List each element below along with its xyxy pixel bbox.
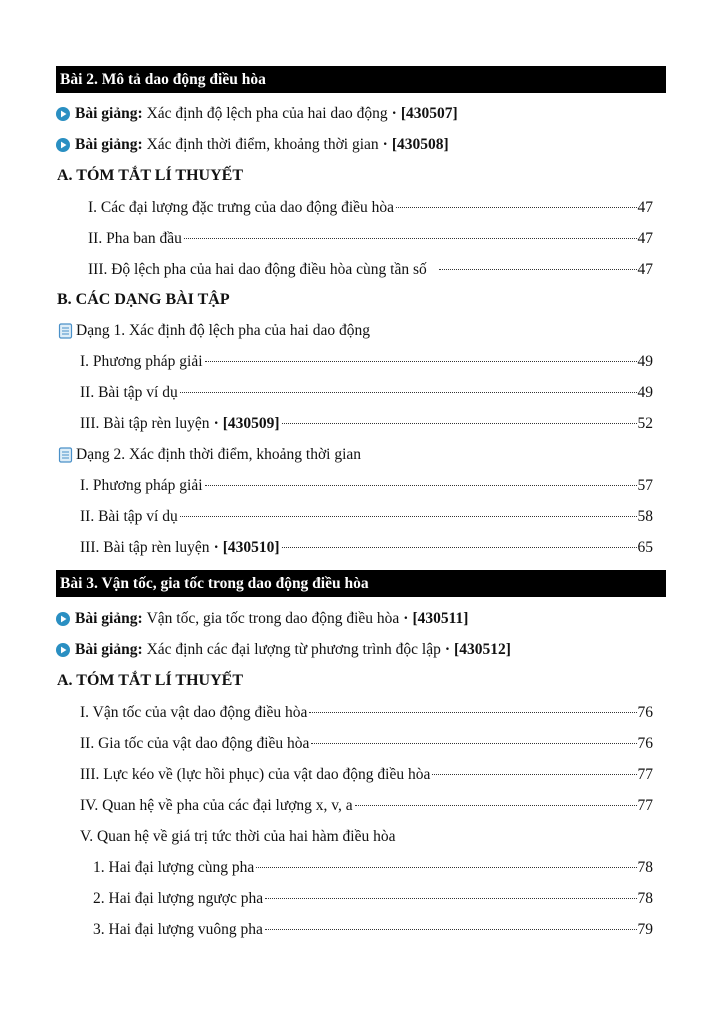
toc-item-page: 78 [637, 859, 653, 876]
play-icon [56, 138, 70, 152]
toc-item[interactable] [80, 413, 653, 435]
play-icon [56, 643, 70, 657]
lecture-label: Bài giảng: [75, 136, 143, 153]
toc-item[interactable] [93, 857, 653, 879]
heading-a-bai3: A. TÓM TẮT LÍ THUYẾT [57, 672, 243, 689]
separator-dot: · [391, 105, 397, 122]
dot-leader [180, 392, 637, 393]
toc-item-text: II. Gia tốc của vật dao động điều hòa [80, 735, 310, 752]
dot-leader [205, 361, 637, 362]
toc-item-page: 58 [637, 508, 653, 525]
toc-item-page: 47 [637, 230, 653, 247]
lecture-title: Vận tốc, gia tốc trong dao động điều hòa [146, 610, 400, 627]
dot-leader [282, 547, 637, 548]
toc-item[interactable] [80, 702, 653, 724]
separator-dot: · [444, 641, 451, 658]
lecture-label: Bài giảng: [75, 641, 143, 658]
lecture-code: [430508] [391, 136, 449, 153]
dot-leader [205, 485, 637, 486]
dot-leader [396, 207, 636, 208]
dot-leader [265, 898, 636, 899]
toc-item-page: 52 [637, 415, 653, 432]
notebook-icon [58, 447, 73, 463]
toc-item-page: 76 [637, 735, 653, 752]
toc-item-text: I. Các đại lượng đặc trưng của dao động điều hòa [88, 199, 395, 216]
toc-item-page: 79 [637, 921, 653, 938]
dot-leader [309, 712, 636, 713]
toc-item-text: III. Bài tập rèn luyện [80, 415, 210, 432]
lecture-link-430512[interactable] [56, 639, 515, 661]
toc-item[interactable] [80, 382, 653, 404]
lecture-title: Xác định thời điểm, khoảng thời gian [146, 136, 379, 153]
toc-item-text: III. Độ lệch pha của hai dao động điều hòa cùng tần số [88, 261, 427, 278]
toc-item[interactable] [93, 919, 653, 941]
toc-item-text: II. Bài tập ví dụ [80, 508, 178, 525]
separator-dot: · [403, 610, 409, 627]
lecture-title: Xác định các đại lượng từ phương trình độc lập [146, 641, 441, 658]
lecture-link-430507[interactable] [56, 103, 462, 125]
toc-item[interactable] [80, 795, 653, 817]
toc-item[interactable] [88, 259, 653, 281]
toc-item-text: 3. Hai đại lượng vuông pha [93, 921, 263, 938]
dot-leader [355, 805, 637, 806]
toc-item[interactable] [80, 351, 653, 373]
toc-subheading-v: V. Quan hệ về giá trị tức thời của hai hàm điều hòa [80, 828, 396, 845]
toc-item-text: II. Pha ban đầu [88, 230, 182, 247]
dot-leader [282, 423, 637, 424]
toc-item[interactable] [80, 733, 653, 755]
toc-item-text: III. Lực kéo về (lực hồi phục) của vật dao động điều hòa [80, 766, 431, 783]
dot-leader [265, 929, 637, 930]
toc-item[interactable] [88, 228, 653, 250]
toc-item-code: [430509] [222, 415, 280, 432]
toc-item[interactable] [80, 506, 653, 528]
toc-item-page: 57 [637, 477, 653, 494]
toc-item-page: 77 [637, 797, 653, 814]
toc-item-page: 47 [637, 261, 653, 278]
dot-leader [311, 743, 636, 744]
dang-2-title[interactable] [58, 444, 361, 466]
heading-b-bai2: B. CÁC DẠNG BÀI TẬP [57, 291, 230, 308]
toc-item-text: IV. Quan hệ về pha của các đại lượng x, v, a [80, 797, 353, 814]
dot-leader [180, 516, 637, 517]
toc-item-code: [430510] [222, 539, 280, 556]
lecture-label: Bài giảng: [75, 610, 143, 627]
separator-dot: · [213, 539, 219, 556]
toc-item-page: 49 [637, 384, 653, 401]
dot-leader [256, 867, 636, 868]
toc-item-page: 78 [637, 890, 653, 907]
lecture-code: [430511] [412, 610, 469, 627]
separator-dot: · [213, 415, 219, 432]
toc-item-text: 1. Hai đại lượng cùng pha [93, 859, 255, 876]
dot-leader [439, 269, 637, 270]
toc-item-text: I. Phương pháp giải [80, 353, 203, 370]
lecture-link-430511[interactable] [56, 608, 472, 630]
lecture-code: [430507] [400, 105, 458, 122]
heading-a-bai2: A. TÓM TẮT LÍ THUYẾT [57, 167, 243, 184]
toc-item-page: 77 [637, 766, 653, 783]
toc-item-page: 76 [637, 704, 653, 721]
toc-item-page: 49 [637, 353, 653, 370]
lecture-code: [430512] [454, 641, 511, 658]
lecture-label: Bài giảng: [75, 105, 143, 122]
toc-item-text: II. Bài tập ví dụ [80, 384, 178, 401]
dang-title-text: Dạng 2. Xác định thời điểm, khoảng thời gian [76, 446, 362, 463]
dang-1-title[interactable] [58, 320, 370, 342]
play-icon [56, 612, 70, 626]
toc-item[interactable] [80, 475, 653, 497]
toc-item[interactable] [80, 764, 653, 786]
separator-dot: · [382, 136, 388, 153]
section-header-bai3: Bài 3. Vận tốc, gia tốc trong dao động điều hòa [56, 570, 666, 597]
dang-title-text: Dạng 1. Xác định độ lệch pha của hai dao động [76, 322, 370, 339]
toc-item[interactable] [93, 888, 653, 910]
toc-item-page: 65 [637, 539, 653, 556]
lecture-link-430508[interactable] [56, 134, 453, 156]
toc-item-text: I. Phương pháp giải [80, 477, 203, 494]
play-icon [56, 107, 70, 121]
toc-item-text: I. Vận tốc của vật dao động điều hòa [80, 704, 308, 721]
section-header-bai2: Bài 2. Mô tả dao động điều hòa [56, 66, 666, 93]
toc-item-text: 2. Hai đại lượng ngược pha [93, 890, 264, 907]
toc-item[interactable] [80, 537, 653, 559]
dot-leader [432, 774, 636, 775]
toc-item-text: III. Bài tập rèn luyện [80, 539, 210, 556]
dot-leader [184, 238, 637, 239]
toc-item-page: 47 [637, 199, 653, 216]
lecture-title: Xác định độ lệch pha của hai dao động [146, 105, 388, 122]
toc-item[interactable] [88, 197, 653, 219]
notebook-icon [58, 323, 73, 339]
